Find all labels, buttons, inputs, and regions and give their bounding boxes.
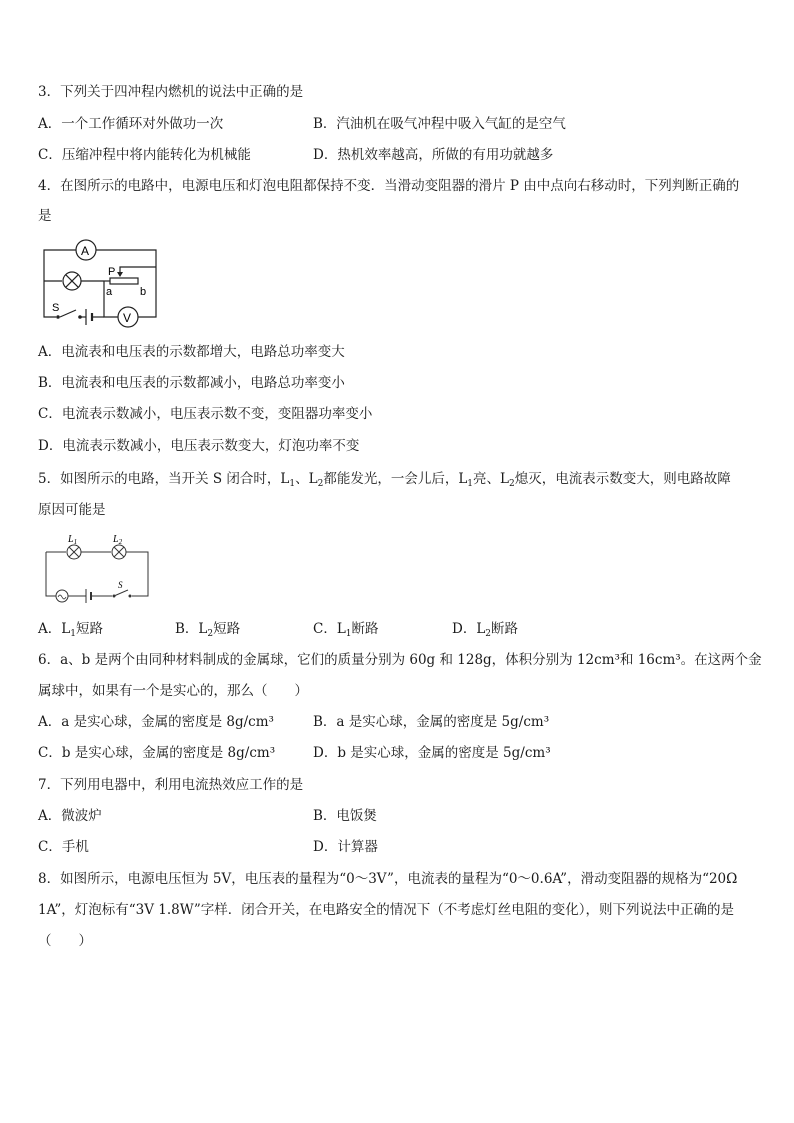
q5-switch-label: S <box>118 580 123 590</box>
q4-end-b-label: b <box>140 286 147 298</box>
q6-option-a: A．a 是实心球，金属的密度是 8g/cm³ <box>38 714 274 730</box>
q5-option-a: A．$L_1$短路 <box>38 621 103 639</box>
q7-option-d: D．计算器 <box>313 839 378 855</box>
q4-switch-label: S <box>52 302 60 314</box>
q5-circuit-diagram <box>38 532 154 608</box>
q3-option-d: D．热机效率越高，所做的有用功就越多 <box>313 147 554 163</box>
q4-voltmeter-label: V <box>123 311 132 325</box>
q5-stem-line2: 原因可能是 <box>38 502 106 518</box>
q7-stem: 7．下列用电器中，利用电流热效应工作的是 <box>38 777 304 793</box>
q4-slider-label: P <box>108 266 116 278</box>
q4-option-d: D．电流表示数减小，电压表示数变大，灯泡功率不变 <box>38 438 360 454</box>
q4-stem-line1: 4．在图所示的电路中，电源电压和灯泡电阻都保持不变．当滑动变阻器的滑片 P 由中点向右移动时，下列判断正确的 <box>38 178 740 194</box>
q6-option-c: C．b 是实心球，金属的密度是 8g/cm³ <box>38 745 276 761</box>
q4-end-a-label: a <box>106 286 113 298</box>
q3-option-b: B．汽油机在吸气冲程中吸入气缸的是空气 <box>313 116 566 132</box>
q7-option-c: C．手机 <box>38 839 89 855</box>
q7-option-b: B．电饭煲 <box>313 808 377 824</box>
q8-stem-line1: 8．如图所示，电源电压恒为 5V，电压表的量程为“0～3V”，电流表的量程为“0～0.6A”，滑动变阻器的规格为“20Ω <box>38 871 738 887</box>
q6-stem-line2: 属球中，如果有一个是实心的，那么（ ） <box>38 683 308 699</box>
q8-stem-line3: （ ） <box>38 933 92 949</box>
q5-stem-line1: 5．如图所示的电路，当开关 S 闭合时，$L_1$、$L_2$都能发光，一会儿后，$L_1$亮、$L_2$熄灭，电流表示数变大，则电路故障 <box>38 471 731 489</box>
q5-lamp1-label: $L_1$ <box>68 534 78 546</box>
q6-option-d: D．b 是实心球，金属的密度是 5g/cm³ <box>313 745 551 761</box>
q3-option-a: A．一个工作循环对外做功一次 <box>38 116 224 132</box>
q6-option-b: B．a 是实心球，金属的密度是 5g/cm³ <box>313 714 550 730</box>
q4-ammeter-label: A <box>81 244 90 258</box>
q3-option-c: C．压缩冲程中将内能转化为机械能 <box>38 147 251 163</box>
q5-option-d: D．$L_2$断路 <box>452 621 519 639</box>
q5-option-c: C．$L_1$断路 <box>313 621 379 639</box>
q4-option-b: B．电流表和电压表的示数都减小，电路总功率变小 <box>38 375 345 391</box>
q7-option-a: A．微波炉 <box>38 808 102 824</box>
q6-stem-line1: 6．a、b 是两个由同种材料制成的金属球，它们的质量分别为 60g 和 128g，体积分别为 12cm³和 16cm³。在这两个金 <box>38 652 762 668</box>
q5-option-b: B．$L_2$短路 <box>175 621 241 639</box>
q4-option-c: C．电流表示数减小，电压表示数不变，变阻器功率变小 <box>38 406 373 422</box>
q5-lamp2-label: $L_2$ <box>113 534 123 546</box>
q4-stem-line2: 是 <box>38 208 52 224</box>
q8-stem-line2: 1A”，灯泡标有“3V 1.8W”字样．闭合开关，在电路安全的情况下（不考虑灯丝电阻的变化），则下列说法中正确的是 <box>38 902 735 918</box>
q3-stem: 3．下列关于四冲程内燃机的说法中正确的是 <box>38 84 304 100</box>
q4-circuit-diagram <box>38 232 162 332</box>
q4-option-a: A．电流表和电压表的示数都增大，电路总功率变大 <box>38 344 345 360</box>
